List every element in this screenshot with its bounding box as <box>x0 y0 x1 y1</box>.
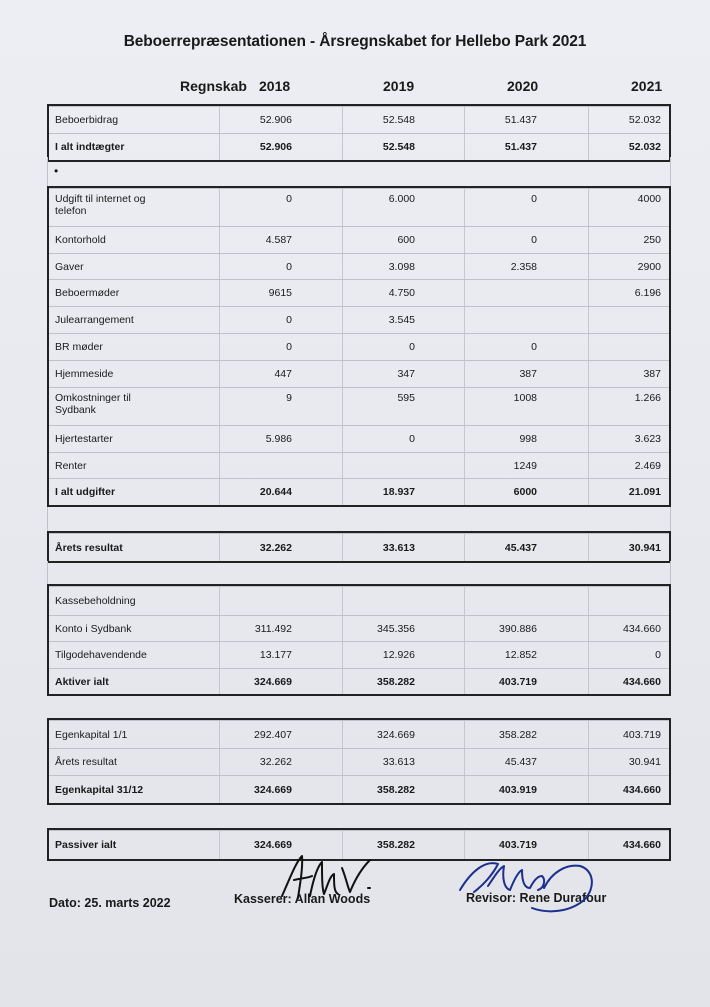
value-cell-2019 <box>345 587 415 615</box>
value-cell-2019: 0 <box>409 341 415 353</box>
value-cell-2019 <box>345 453 415 478</box>
equity-row <box>49 775 669 803</box>
equity-table <box>47 718 671 805</box>
row-label: Hjertestarter <box>55 433 113 445</box>
value-cell-2021: 3.623 <box>634 433 661 445</box>
expenses-row <box>49 226 669 253</box>
value-cell-2021: 250 <box>643 234 661 246</box>
income-row <box>49 133 669 160</box>
expenses-row <box>49 279 669 306</box>
value-cell-2021: 0 <box>655 649 661 661</box>
expenses-row <box>49 253 669 279</box>
equity-row <box>49 720 669 748</box>
value-cell-2018: 52.906 <box>259 114 292 126</box>
value-cell-2018: 13.177 <box>259 649 292 661</box>
value-cell-2020: 403.719 <box>499 675 537 688</box>
year-header-2018: 2018 <box>259 78 291 94</box>
value-cell-2019: 52.548 <box>382 114 415 126</box>
value-cell-2021: 30.941 <box>628 756 661 768</box>
result-table <box>47 531 671 563</box>
value-cell-2021: 1.266 <box>634 392 661 404</box>
value-cell-2020: 45.437 <box>504 541 537 554</box>
value-cell-2018: 0 <box>286 260 292 273</box>
value-cell-2018: 4.587 <box>265 234 292 246</box>
expenses-row <box>49 478 669 505</box>
value-cell-2021: 403.719 <box>623 728 661 741</box>
row-label: Hjemmeside <box>55 368 114 380</box>
assets-row <box>49 641 669 668</box>
value-cell-2021: 4000 <box>637 193 661 205</box>
section-gap <box>47 507 671 533</box>
value-cell-2018: 20.644 <box>259 486 292 498</box>
value-cell-2020: 0 <box>531 234 537 246</box>
value-cell-2018 <box>222 453 292 478</box>
bullet-mark: • <box>54 164 59 178</box>
value-cell-2020: 2.358 <box>510 260 537 273</box>
value-cell-2018: 32.262 <box>259 756 292 768</box>
row-label: I alt udgifter <box>55 486 116 498</box>
section-gap <box>47 561 671 585</box>
row-label: Julearrangement <box>55 314 134 326</box>
value-cell-2019: 345.356 <box>377 622 415 635</box>
value-cell-2019: 6.000 <box>388 193 415 205</box>
row-label: Kontorhold <box>55 234 106 246</box>
value-cell-2021: 434.660 <box>623 839 661 851</box>
row-label: Udgift til internet og telefon <box>55 193 146 217</box>
row-label: Beboermøder <box>55 287 120 299</box>
value-cell-2019: 33.613 <box>382 541 415 554</box>
row-label: Gaver <box>55 260 84 273</box>
assets-row <box>49 615 669 641</box>
value-cell-2020 <box>467 587 537 615</box>
header-label: Regnskab <box>180 78 247 94</box>
value-cell-2020 <box>467 307 537 333</box>
value-cell-2020: 1008 <box>513 392 537 404</box>
value-cell-2018: 324.669 <box>254 675 292 688</box>
value-cell-2020: 387 <box>519 368 537 380</box>
value-cell-2018: 447 <box>274 368 292 380</box>
row-label: Tilgodehavendende <box>55 649 147 661</box>
value-cell-2021: 30.941 <box>628 541 661 554</box>
value-cell-2021: 434.660 <box>623 622 661 635</box>
row-label: Aktiver ialt <box>55 675 109 688</box>
assets-row <box>49 668 669 694</box>
row-label: Kassebeholdning <box>55 595 136 607</box>
value-cell-2020: 51.437 <box>504 114 537 126</box>
row-label: Omkostninger til Sydbank <box>55 392 131 416</box>
value-cell-2020: 0 <box>531 193 537 205</box>
value-cell-2021: 2900 <box>637 260 661 273</box>
row-label: Årets resultat <box>55 756 117 768</box>
value-cell-2018 <box>222 587 292 615</box>
value-cell-2018: 9615 <box>268 287 292 299</box>
document-date: Dato: 25. marts 2022 <box>49 896 171 910</box>
value-cell-2020: 403.719 <box>499 839 537 851</box>
assets-row <box>49 586 669 615</box>
value-cell-2019: 0 <box>409 433 415 445</box>
row-label: Passiver ialt <box>55 839 117 851</box>
value-cell-2019: 595 <box>397 392 415 404</box>
year-header-2021: 2021 <box>631 78 663 94</box>
row-label: Årets resultat <box>55 541 123 554</box>
value-cell-2019: 4.750 <box>388 287 415 299</box>
value-cell-2018: 52.906 <box>259 141 292 153</box>
value-cell-2020: 998 <box>519 433 537 445</box>
year-header-2019: 2019 <box>383 78 415 94</box>
income-table <box>47 104 671 162</box>
value-cell-2019: 12.926 <box>382 649 415 661</box>
value-cell-2018: 9 <box>286 392 292 404</box>
row-label: I alt indtægter <box>55 141 125 153</box>
value-cell-2020: 51.437 <box>504 141 537 153</box>
expenses-row <box>49 333 669 360</box>
income-row <box>49 106 669 133</box>
value-cell-2021 <box>591 307 661 333</box>
result-row <box>49 533 669 561</box>
value-cell-2020: 358.282 <box>499 728 537 741</box>
value-cell-2019: 3.545 <box>388 314 415 326</box>
value-cell-2021: 434.660 <box>623 675 661 688</box>
value-cell-2018: 311.492 <box>254 622 292 635</box>
row-label: Egenkapital 31/12 <box>55 783 144 796</box>
treasurer-line: Kasserer: Allan Woods <box>234 892 371 906</box>
value-cell-2018: 324.669 <box>254 783 292 796</box>
value-cell-2020: 45.437 <box>504 756 537 768</box>
row-label: Renter <box>55 459 87 472</box>
expenses-row <box>49 188 669 226</box>
value-cell-2018: 0 <box>286 193 292 205</box>
value-cell-2019: 18.937 <box>382 486 415 498</box>
value-cell-2018: 324.669 <box>254 839 292 851</box>
value-cell-2019: 347 <box>397 368 415 380</box>
value-cell-2021 <box>591 334 661 360</box>
auditor-line: Revisor: Rene Durafour <box>466 891 607 905</box>
year-header-2020: 2020 <box>507 78 539 94</box>
value-cell-2021: 52.032 <box>628 114 661 126</box>
value-cell-2019: 358.282 <box>377 839 415 851</box>
value-cell-2020: 403.919 <box>499 783 537 796</box>
value-cell-2021: 434.660 <box>623 783 661 796</box>
value-cell-2018: 0 <box>286 314 292 326</box>
value-cell-2018: 292.407 <box>254 728 292 741</box>
value-cell-2020: 390.886 <box>499 622 537 635</box>
value-cell-2019: 358.282 <box>377 783 415 796</box>
value-cell-2019: 33.613 <box>382 756 415 768</box>
row-label: Konto i Sydbank <box>55 622 132 635</box>
value-cell-2020 <box>467 280 537 306</box>
value-cell-2021: 6.196 <box>634 287 661 299</box>
value-cell-2019: 324.669 <box>377 728 415 741</box>
value-cell-2021: 387 <box>643 368 661 380</box>
row-label: Egenkapital 1/1 <box>55 728 128 741</box>
expenses-table <box>47 186 671 507</box>
auditor-signature <box>452 850 612 922</box>
value-cell-2019: 3.098 <box>388 260 415 273</box>
expenses-row <box>49 360 669 387</box>
document-title: Beboerrepræsentationen - Årsregnskabet for Hellebo Park 2021 <box>123 33 587 50</box>
value-cell-2020: 1249 <box>513 459 537 472</box>
value-cell-2019: 600 <box>397 234 415 246</box>
treasurer-signature <box>272 848 382 908</box>
row-label: Beboerbidrag <box>55 114 119 126</box>
expenses-row <box>49 306 669 333</box>
section-gap <box>47 157 671 187</box>
equity-row <box>49 748 669 775</box>
value-cell-2020: 12.852 <box>504 649 537 661</box>
value-cell-2021 <box>591 587 661 615</box>
value-cell-2021: 2.469 <box>634 459 661 472</box>
row-label: BR møder <box>55 341 103 353</box>
value-cell-2019: 358.282 <box>377 675 415 688</box>
value-cell-2020: 0 <box>531 341 537 353</box>
value-cell-2018: 5.986 <box>265 433 292 445</box>
expenses-row <box>49 387 669 425</box>
value-cell-2018: 32.262 <box>259 541 292 554</box>
expenses-row <box>49 425 669 452</box>
value-cell-2020: 6000 <box>513 486 537 498</box>
value-cell-2019: 52.548 <box>382 141 415 153</box>
expenses-row <box>49 452 669 478</box>
value-cell-2021: 21.091 <box>628 486 661 498</box>
assets-table <box>47 584 671 696</box>
value-cell-2021: 52.032 <box>628 141 661 153</box>
value-cell-2018: 0 <box>286 341 292 353</box>
